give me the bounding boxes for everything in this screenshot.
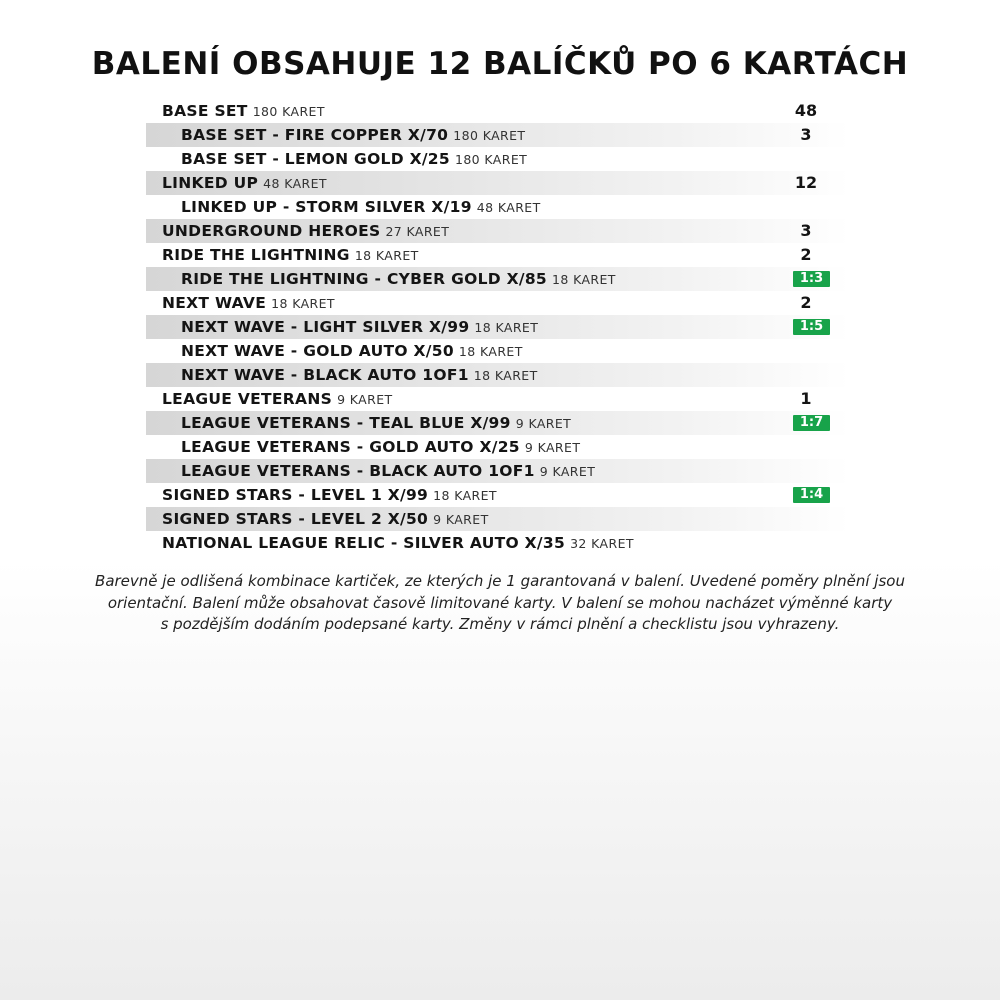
ratio-badge: 1:5 [793, 319, 830, 335]
row-quantity: 12 [794, 173, 818, 192]
row-label: BASE SET - LEMON GOLD X/25 [181, 150, 450, 168]
row-label-group [181, 195, 541, 220]
row-card-count: 9 KARET [337, 392, 393, 407]
row-label: LEAGUE VETERANS - GOLD AUTO X/25 [181, 438, 520, 456]
row-label-group [181, 459, 595, 484]
row-card-count: 18 KARET [474, 320, 539, 335]
pack-contents-table [146, 99, 850, 555]
table-row [146, 483, 850, 507]
row-quantity: 3 [800, 221, 812, 240]
row-card-count: 18 KARET [458, 344, 523, 359]
row-quantity: 2 [800, 293, 812, 312]
ratio-badge: 1:3 [793, 271, 830, 287]
row-label-group [162, 531, 634, 556]
row-label-group [162, 387, 393, 412]
table-row [146, 339, 850, 363]
row-label-group [181, 123, 525, 148]
row-label-group [162, 483, 497, 508]
row-card-count: 18 KARET [473, 368, 538, 383]
row-label-group [181, 363, 538, 388]
row-label: LEAGUE VETERANS - BLACK AUTO 1OF1 [181, 462, 535, 480]
row-card-count: 27 KARET [385, 224, 450, 239]
table-row [146, 243, 850, 267]
row-label: LEAGUE VETERANS - TEAL BLUE X/99 [181, 414, 511, 432]
table-row [146, 147, 850, 171]
row-label-group [162, 219, 449, 244]
row-label-group [162, 99, 325, 124]
row-label: SIGNED STARS - LEVEL 1 X/99 [162, 486, 429, 504]
row-label-group [162, 243, 419, 268]
row-label: NEXT WAVE - BLACK AUTO 1OF1 [181, 366, 469, 384]
table-row [146, 219, 850, 243]
row-label: NEXT WAVE - LIGHT SILVER X/99 [181, 318, 470, 336]
table-row [146, 459, 850, 483]
disclaimer-line-3: s pozdějším dodáním podepsané karty. Změny v rámci plnění a checklistu jsou vyhrazeny. [160, 615, 840, 633]
row-label: BASE SET - FIRE COPPER X/70 [181, 126, 449, 144]
row-card-count: 180 KARET [454, 152, 528, 167]
row-label-group [181, 435, 580, 460]
row-card-count: 18 KARET [354, 248, 419, 263]
row-label: RIDE THE LIGHTNING [162, 246, 350, 264]
table-row [146, 363, 850, 387]
table-row [146, 315, 850, 339]
row-label: NEXT WAVE - GOLD AUTO X/50 [181, 342, 454, 360]
row-quantity: 1 [800, 389, 812, 408]
table-row [146, 123, 850, 147]
row-card-count: 9 KARET [515, 416, 572, 431]
row-label: NATIONAL LEAGUE RELIC - SILVER AUTO X/35 [162, 534, 566, 552]
row-label: LINKED UP [162, 174, 259, 192]
row-label-group [162, 291, 335, 316]
disclaimer-line-2: orientační. Balení může obsahovat časově limitované karty. V balení se mohou nacházet výměnné karty [107, 593, 893, 612]
row-label: BASE SET [162, 102, 248, 120]
row-label-group [162, 171, 327, 196]
row-label-group [181, 315, 538, 340]
table-row [146, 171, 850, 195]
ratio-badge: 1:7 [793, 415, 830, 431]
row-card-count: 18 KARET [271, 296, 335, 311]
row-card-count: 9 KARET [539, 464, 596, 479]
row-card-count: 48 KARET [263, 176, 327, 191]
row-label: UNDERGROUND HEROES [162, 222, 381, 240]
row-label-group [162, 507, 489, 532]
row-card-count: 48 KARET [476, 200, 541, 215]
row-label-group [181, 267, 616, 292]
row-card-count: 180 KARET [252, 104, 325, 119]
row-quantity: 2 [800, 245, 812, 264]
ratio-badge: 1:4 [793, 487, 830, 503]
row-label: LINKED UP - STORM SILVER X/19 [181, 198, 472, 216]
row-card-count: 18 KARET [433, 488, 497, 503]
table-row [146, 387, 850, 411]
row-label: LEAGUE VETERANS [162, 390, 333, 408]
table-row [146, 267, 850, 291]
table-row [146, 507, 850, 531]
page-title: BALENÍ OBSAHUJE 12 BALÍČKŮ PO 6 KARTÁCH [91, 46, 909, 82]
row-label-group [181, 411, 571, 436]
row-quantity: 48 [794, 101, 818, 120]
table-row [146, 195, 850, 219]
row-label: NEXT WAVE [162, 294, 267, 312]
row-quantity: 3 [800, 125, 812, 144]
row-label-group [181, 147, 527, 172]
row-card-count: 32 KARET [570, 536, 634, 551]
disclaimer-note [60, 571, 940, 636]
disclaimer-line-1: Barevně je odlišená kombinace kartiček, ze kterých je 1 garantovaná v balení. Uvedené poměry plnění jsou [95, 572, 905, 590]
table-row [146, 291, 850, 315]
table-row [146, 411, 850, 435]
table-row [146, 435, 850, 459]
row-label: RIDE THE LIGHTNING - CYBER GOLD X/85 [181, 270, 548, 288]
row-card-count: 9 KARET [524, 440, 581, 455]
row-card-count: 180 KARET [453, 128, 526, 143]
table-row [146, 99, 850, 123]
row-label: SIGNED STARS - LEVEL 2 X/50 [162, 510, 429, 528]
row-card-count: 18 KARET [552, 272, 616, 287]
row-card-count: 9 KARET [433, 512, 489, 527]
row-label-group [181, 339, 523, 364]
table-row [146, 531, 850, 555]
